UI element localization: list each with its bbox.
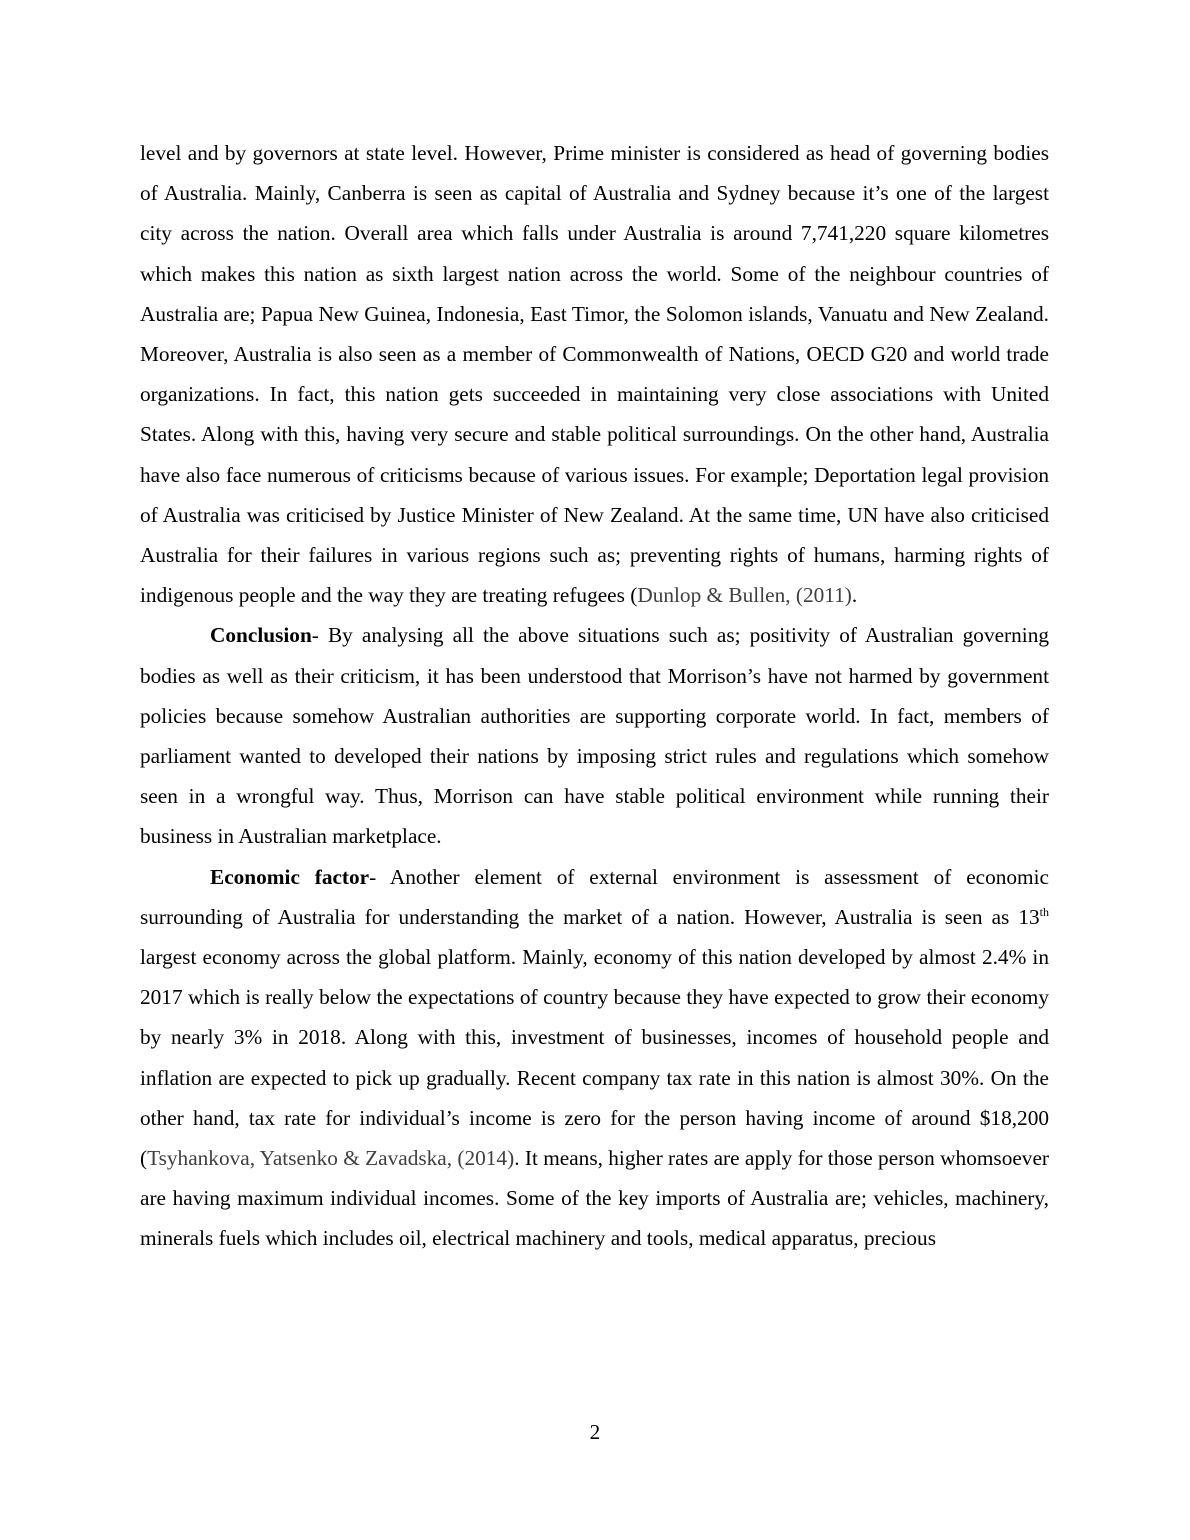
paragraph-text: largest economy across the global platform. Mainly, economy of this nation developed by almost 2.4% in 2017 which is really below the expectations of country because they have expected to grow their economy by nearly 3% in 2018. Along with this, investment of businesses, incomes of household people and inflation are expected to pick up gradually. Recent company tax rate in this nation is almost 30%. On the other hand, tax rate for individual’s income is zero for the person having income of around $18,200 (	[140, 945, 1049, 1171]
page-number: 2	[589, 1420, 601, 1444]
paragraph-economic-factor	[140, 857, 1049, 1259]
paragraph-text: level and by governors at state level. However, Prime minister is considered as head of governing bodies of Australia. Mainly, Canberra is seen as capital of Australia and Sydney because it’s one of the largest city across the nation. Overall area which falls under Australia is around 7,741,220 square kilometres which makes this nation as sixth largest nation across the world. Some of the neighbour countries of Australia are; Papua New Guinea, Indonesia, East Timor, the Solomon islands, Vanuatu and New Zealand. Moreover, Australia is also seen as a member of Commonwealth of Nations, OECD G20 and world trade organizations. In fact, this nation gets succeeded in maintaining very close associations with United States. Along with this, having very secure and stable political surroundings. On the other hand, Australia have also face numerous of criticisms because of various issues. For example; Deportation legal provision of Australia was criticised by Justice Minister of New Zealand. At the same time, UN have also criticised Australia for their failures in various regions such as; preventing rights of humans, harming rights of indigenous people and the way they are treating refugees (	[140, 141, 1049, 608]
ordinal-superscript: th	[1039, 904, 1049, 919]
paragraph-text: - By analysing all the above situations such as; positivity of Australian governing bodies as well as their criticism, it has been understood that Morrison’s have not harmed by government policies because somehow Australian authorities are supporting corporate world. In fact, members of parliament wanted to developed their nations by imposing strict rules and regulations which somehow seen in a wrongful way. Thus, Morrison can have stable political environment while running their business in Australian marketplace.	[140, 623, 1049, 849]
paragraph-conclusion	[140, 615, 1049, 856]
document-page	[140, 133, 1049, 1259]
paragraph-political-environment	[140, 133, 1049, 615]
paragraph-text: - Another element of external environment is assessment of economic surrounding of Australia for understanding the market of a nation. However, Australia is seen as 13	[140, 864, 1049, 929]
heading-economic-factor: Economic factor	[210, 864, 370, 889]
paragraph-end: .	[851, 583, 858, 608]
citation-tsyhankova: Tsyhankova, Yatsenko & Zavadska, (2014)	[147, 1146, 515, 1171]
heading-conclusion: Conclusion	[210, 623, 312, 648]
citation-dunlop-bullen: Dunlop & Bullen, (2011)	[637, 583, 852, 608]
paragraph-text: . It means, higher rates are apply for those person whomsoever are having maximum individual incomes. Some of the key imports of Australia are; vehicles, machinery, minerals fuels which includes oil, electrical machinery and tools, medical apparatus, precious	[140, 1146, 1049, 1251]
